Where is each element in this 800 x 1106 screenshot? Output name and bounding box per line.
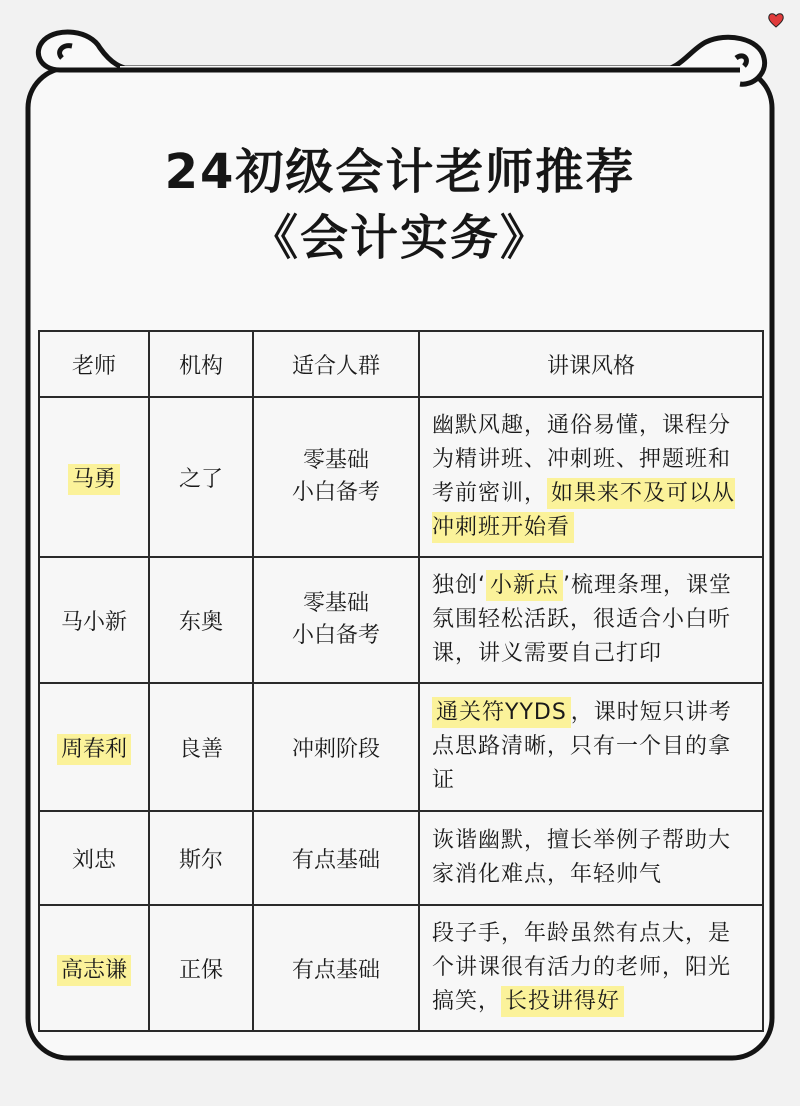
header-audience: 适合人群 <box>253 331 419 397</box>
style-highlight: 小新点 <box>486 570 563 601</box>
teacher-cell <box>39 397 149 557</box>
audience-cell <box>253 397 419 557</box>
page-title: 24初级会计老师推荐 <box>164 144 636 200</box>
teacher-table <box>38 330 764 1032</box>
audience-line: 零基础 <box>302 448 369 473</box>
style-highlight: 如果来不及可以从冲刺班开始看 <box>432 478 735 543</box>
teacher-name: 刘忠 <box>71 847 116 873</box>
teacher-cell <box>39 811 149 905</box>
audience-line: 小白备考 <box>291 623 380 648</box>
heart-icon <box>766 10 786 30</box>
teacher-cell <box>39 557 149 683</box>
org-cell: 东奥 <box>149 557 253 683</box>
teacher-cell <box>39 905 149 1031</box>
teacher-name: 高志谦 <box>57 955 131 986</box>
table-row <box>39 905 763 1031</box>
page-subtitle: 《会计实务》 <box>249 210 550 266</box>
style-cell <box>419 905 763 1031</box>
table-row <box>39 683 763 811</box>
style-prefix: 独创‘ <box>432 573 486 598</box>
teacher-name: 马勇 <box>68 464 120 495</box>
style-suffix: ，课时短只讲考点思路清晰，只有一个目的拿证 <box>432 700 732 793</box>
header-teacher: 老师 <box>39 331 149 397</box>
style-cell: 诙谐幽默，擅长举例子帮助大家消化难点，年轻帅气 <box>419 811 763 905</box>
audience-line: 小白备考 <box>291 480 380 505</box>
style-cell <box>419 397 763 557</box>
teacher-name: 周春利 <box>57 734 131 765</box>
audience-cell: 有点基础 <box>253 905 419 1031</box>
audience-cell: 有点基础 <box>253 811 419 905</box>
style-cell <box>419 683 763 811</box>
table-row <box>39 811 763 905</box>
page-title-block <box>0 140 800 270</box>
table-row <box>39 397 763 557</box>
org-cell: 之了 <box>149 397 253 557</box>
teacher-cell <box>39 683 149 811</box>
audience-cell: 冲刺阶段 <box>253 683 419 811</box>
style-highlight: 通关符YYDS <box>432 697 571 728</box>
table-row <box>39 557 763 683</box>
audience-cell <box>253 557 419 683</box>
org-cell: 正保 <box>149 905 253 1031</box>
audience-line: 零基础 <box>302 591 369 616</box>
style-highlight: 长投讲得好 <box>501 986 624 1017</box>
style-suffix: ’梳理条理，课堂氛围轻松活跃，很适合小白听课，讲义需要自己打印 <box>432 573 733 666</box>
header-org: 机构 <box>149 331 253 397</box>
header-style: 讲课风格 <box>419 331 763 397</box>
org-cell: 斯尔 <box>149 811 253 905</box>
scroll-curl-left <box>38 32 140 70</box>
org-cell: 良善 <box>149 683 253 811</box>
teacher-name: 马小新 <box>60 609 127 635</box>
table-header-row <box>39 331 763 397</box>
style-text: 段子手，年龄虽然有点大，是个讲课很有活力的老师，阳光搞笑， <box>432 921 732 1014</box>
style-cell <box>419 557 763 683</box>
style-text: 幽默风趣，通俗易懂，课程分为精讲班、冲刺班、押题班和考前密训， <box>432 413 732 506</box>
